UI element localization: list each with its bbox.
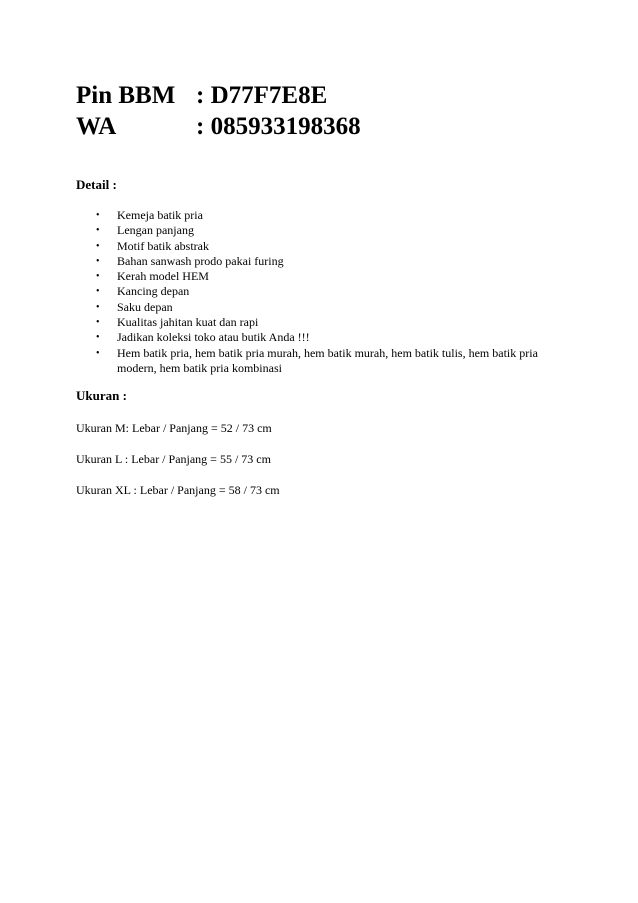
list-item [76,284,556,299]
detail-heading: Detail : [76,177,117,192]
bullet-icon: • [96,286,100,298]
size-line-m: Ukuran M: Lebar / Panjang = 52 / 73 cm [76,421,272,435]
list-item-text: Kualitas jahitan kuat dan rapi [117,315,259,330]
bullet-icon: • [96,225,100,237]
list-item-text: Lengan panjang [117,223,194,238]
list-item [76,223,556,238]
feature-list [76,208,556,376]
size-heading: Ukuran : [76,388,127,403]
contact-block [76,80,361,142]
list-item-text: Jadikan koleksi toko atau butik Anda !!! [117,330,310,345]
list-item-text: Kemeja batik pria [117,208,203,222]
size-line-l: Ukuran L : Lebar / Panjang = 55 / 73 cm [76,452,271,466]
list-item-text: Bahan sanwash prodo pakai furing [117,253,284,268]
bullet-icon: • [96,255,100,267]
list-item [76,346,556,377]
bbm-row [76,80,361,111]
list-item [76,315,556,330]
list-item [76,239,556,254]
wa-value: : 085933198368 [196,113,361,140]
list-item-text: Kancing depan [117,284,190,299]
list-item [76,208,556,223]
bbm-value: : D77F7E8E [196,82,328,109]
wa-row [76,111,361,142]
bullet-icon: • [96,317,100,329]
wa-label: WA [76,113,117,140]
list-item [76,300,556,315]
list-item [76,254,556,269]
size-line-xl: Ukuran XL : Lebar / Panjang = 58 / 73 cm [76,483,280,497]
list-item [76,269,556,284]
list-item-text: Motif batik abstrak [117,238,209,253]
list-item [76,330,556,345]
bullet-icon: • [96,301,100,313]
bullet-icon: • [96,271,100,283]
bbm-label: Pin BBM [76,82,176,109]
bullet-icon: • [96,347,100,359]
bullet-icon: • [96,332,100,344]
list-item-text: Hem batik pria, hem batik pria murah, hem batik murah, hem batik tulis, hem batik pria modern, hem batik pria kombinasi [117,345,538,375]
bullet-icon: • [96,240,100,252]
bullet-icon: • [96,210,100,221]
list-item-text: Saku depan [117,299,173,314]
list-item-text: Kerah model HEM [117,269,209,284]
